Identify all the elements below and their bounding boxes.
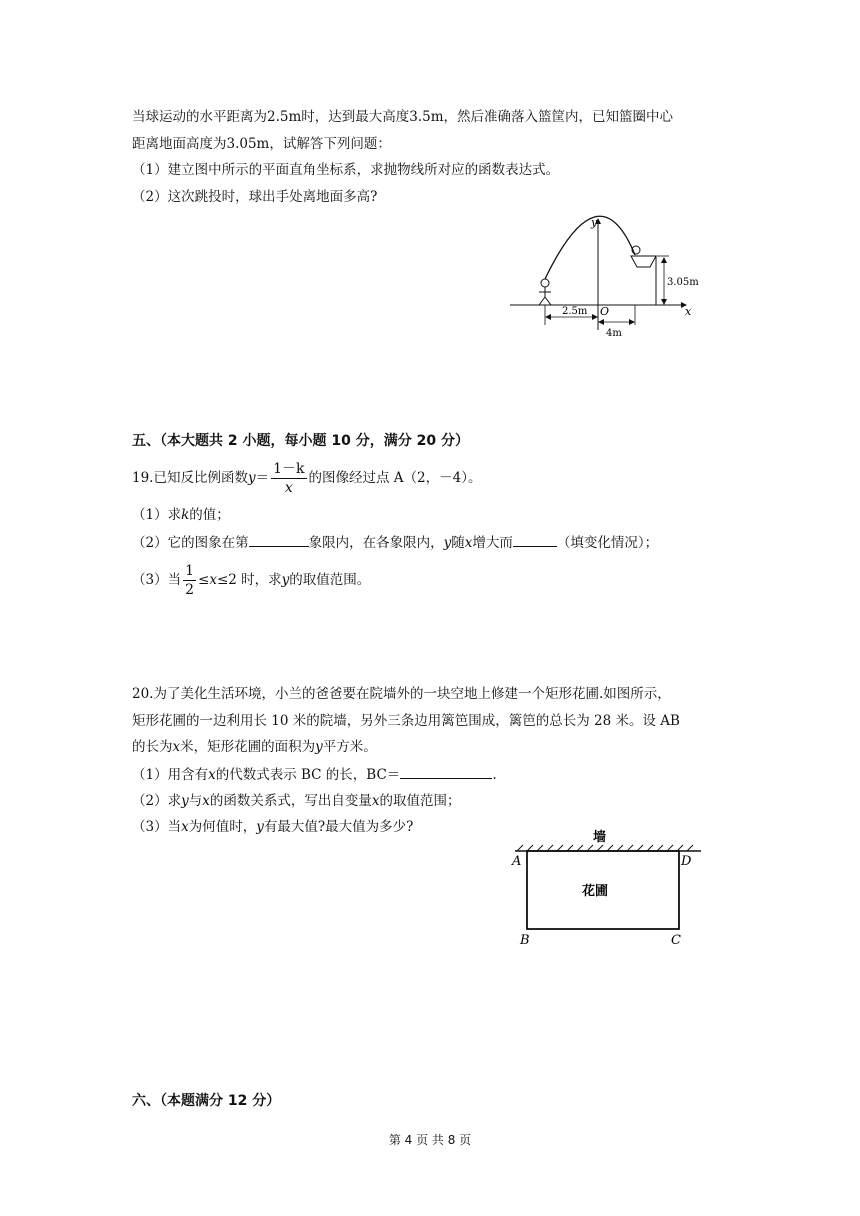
problem-text-line [132,737,377,757]
question-19-stem [132,456,481,500]
text: 的值； [189,507,230,523]
variable-k: k [181,507,190,523]
question-part [132,791,460,811]
wall-label: 墙 [593,830,607,845]
distance-label: 4m [606,328,622,339]
text: 随 [451,535,465,551]
question-part [132,817,413,837]
garden-label: 花圃 [582,884,609,899]
vertex-label-d: D [681,854,692,869]
variable-y: y [247,470,256,486]
variable-x: x [172,739,181,755]
question-part [132,532,658,553]
variable-x: x [371,793,380,809]
text: 的函数关系式，写出自变量 [209,793,372,809]
fraction [271,460,306,497]
origin-label: O [600,305,610,318]
text: 与 [188,793,203,809]
variable-x: x [202,793,210,809]
distance-label: 2.5m [562,306,588,317]
variable-y: y [443,535,452,551]
answer-blank[interactable] [513,532,557,547]
section-header: 六、（本题满分 12 分） [132,1093,281,1109]
question-part [132,764,497,785]
vertex-label-c: C [671,933,681,948]
text: 的代数式表示 BC 的长，BC＝ [215,767,401,783]
vertex-label-a: A [512,854,522,869]
problem-text-line: 当球运动的水平距离为2.5m时，达到最大高度3.5m，然后准确落入篮筐内，已知篮圈中心 [132,109,674,125]
text: （1）用含有 [132,767,209,783]
height-label: 3.05m [667,277,699,288]
text: ≤2 时，求 [216,572,282,588]
variable-x: x [209,572,217,588]
fraction-numerator: 1－k [273,461,305,477]
problem-text-line: 距离地面高度为3.05m，试解答下列问题： [132,136,391,152]
question-part [132,558,370,602]
question-part: （1）建立图中所示的平面直角坐标系，求抛物线所对应的函数表达式。 [132,162,560,178]
problem-text-line: 20.为了美化生活环境，小兰的爸爸要在院墙外的一块空地上修建一个矩形花圃.如图所示， [132,686,671,702]
vertex-label-b: B [520,933,530,948]
y-axis-label: y [591,216,598,229]
problem-text-line: 矩形花圃的一边利用长 10 米的院墙，另外三条边用篱笆围成，篱笆的总长为 28 米。设 AB [132,713,680,729]
section-header: 五、（本大题共 2 小题，每小题 10 分，满分 20 分） [132,433,469,449]
basketball-figure [505,212,705,342]
text: （3）当 [132,572,182,588]
text: （1）求 [132,507,182,523]
fraction-denominator: 2 [185,582,195,598]
answer-blank[interactable] [400,764,492,779]
fraction-denominator: x [284,480,293,496]
text: 的长为 [132,739,173,755]
text: 有最大值?最大值为多少? [263,819,414,835]
variable-y: y [256,819,264,835]
question-part [132,505,230,525]
question-text: 的图像经过点 A（2，－4）。 [308,470,482,486]
variable-x: x [208,767,216,783]
variable-x: x [464,535,473,551]
answer-blank[interactable] [249,532,309,547]
text: 平方米。 [322,739,377,755]
text: ≤ [198,572,210,588]
x-axis-label: x [685,305,692,318]
variable-y: y [315,739,323,755]
question-part: （2）这次跳投时，球出手处离地面多高? [132,189,378,205]
text: （2）求 [132,793,182,809]
garden-figure [505,823,705,953]
variable-x: x [181,819,189,835]
fraction-numerator: 1 [185,563,195,579]
question-text: 19.已知反比例函数 [132,470,248,486]
text: 象限内，在各象限内， [308,535,444,551]
text: . [492,767,497,783]
text: 米，矩形花圃的面积为 [180,739,316,755]
text: 增大而 [472,535,513,551]
equals-sign: ＝ [255,470,270,486]
variable-y: y [281,572,290,588]
text: 为何值时， [188,819,257,835]
text: （3）当 [132,819,182,835]
page-footer: 第 4 页 共 8 页 [388,1133,472,1147]
fraction [183,562,196,599]
text: 的取值范围； [379,793,461,809]
text: （填变化情况）； [556,535,659,551]
text: 的取值范围。 [289,572,371,588]
text: （2）它的图象在第 [132,535,249,551]
variable-y: y [181,793,189,809]
